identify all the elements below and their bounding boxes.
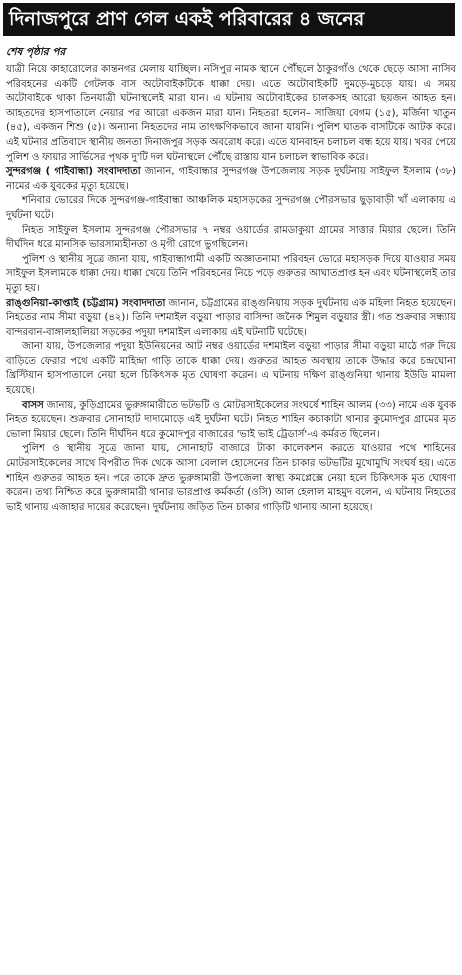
paragraph	[6, 224, 456, 253]
paragraph-text: যাত্রী নিয়ে কাহারোলের কান্তনগর মেলায় যাচ্ছিল। নসিপুর নামক স্থানে পৌঁছলে ঠাকুরগাঁও থেকে ছেড়ে আসা নাসিব পরিবহনের একটি গেটলক বাস অটোবাইকটিকে ধাক্কা দেয়। এতে অটোবাইকটি দুমড়ে-মুচড়ে যায়। এ সময় অটোবাইকে থাকা তিনযাত্রী ঘটনাস্থলেই মারা যান। এ ঘটনায় অটোবাইকের চালকসহ আরো ছয়জন আহত হন। আহতদের হাসপাতালে নেয়ার পর আরো একজন মারা যান। নিহতরা হলেন– সাজিয়া বেগম (১৫), মর্জিনা খাতুন (৪৫), একজন শিশু (৫)। অন্যান্য নিহতদের নাম তাৎক্ষণিকভাবে জানা যায়নি। পুলিশ ঘাতক বাসটিকে আটক করে। এই ঘটনার প্রতিবাদে স্থানীয় জনতা দিনাজপুর সড়ক অবরোধ করে। এতে যানবাহন চলাচল বন্ধ হয়ে যায়। খবর পেয়ে পুলিশ ও ফায়ার সার্ভিসের পৃথক দু'টি দল ঘটনাস্থলে পৌঁছে রাস্তায় যান চলাচল স্বাভাবিক করে।	[6, 64, 456, 163]
paragraph-text: জানা যায়, উপজেলার পদুয়া ইউনিয়নের আট নম্বর ওয়ার্ডের দশমাইল বড়ুয়া পাড়ার সীমা বড়ুয়া মাঠে গরু দিয়ে বাড়িতে ফেরার পথে একটি মাহিন্দ্রা গাড়ি তাকে ধাক্কা দেয়। গুরুতর আহত অবস্থায় তাকে উদ্ধার করে চন্দ্রঘোনা খ্রিস্টিয়ান হাসপাতালে নেয়া হলে চিকিৎসক মৃত ঘোষণা করেন। এ ঘটনায় দক্ষিণ রাঙ্গুনিয়া থানায় ইউডি মামলা হয়েছে।	[6, 341, 456, 397]
paragraph	[6, 399, 456, 443]
paragraph-lead: বাসস	[22, 399, 44, 411]
paragraph	[6, 442, 456, 515]
article-body	[6, 63, 456, 515]
paragraph	[6, 253, 456, 297]
paragraph	[6, 297, 456, 341]
paragraph-text: জানান, গাইবান্ধার সুন্দরগঞ্জ উপজেলায় সড়ক দুর্ঘটনায় সাইফুল ইসলাম (৩৮) নামের এক যুবকের মৃত্যু হয়েছে।	[6, 166, 456, 192]
headline: দিনাজপুরে প্রাণ গেল একই পরিবারের ৪ জনের	[3, 3, 455, 36]
paragraph	[6, 340, 456, 398]
paragraph-text: জানায়, কুড়িগ্রামের ভুরুঙ্গামারীতে ভটভটি ও মোটরসাইকেলের সংঘর্ষে শাহিন আলম (৩৩) নামে এক যুবক নিহত হয়েছেন। শুক্রবার সোনাহাট দাদামোড়ে এই দুর্ঘটনা ঘটে। নিহত শাহিন কচাকাটা থানার কুমোদপুর গ্রামের মৃত ভোলা মিয়ার ছেলে। তিনি দীর্ঘদিন ধরে কুমোদপুর বাজারের 'ভাই ভাই ট্রেডার্স'-এ কর্মরত ছিলেন।	[6, 399, 456, 440]
paragraph	[6, 63, 456, 165]
paragraph-text: নিহত সাইফুল ইসলাম সুন্দরগঞ্জ পৌরসভার ৭ নম্বর ওয়ার্ডের রামডাকুয়া গ্রামের সাত্তার মিয়ার ছেলে। তিনি দীর্ঘদিন ধরে মানসিক ভারসাম্যহীনতা ও মৃগী রোগে ভুগছিলেন।	[6, 224, 456, 251]
paragraph	[6, 165, 456, 194]
paragraph-text: শনিবার ভোরের দিকে সুন্দরগঞ্জ-গাইবান্ধা আঞ্চলিক মহাসড়কের সুন্দরগঞ্জ পৌরসভার ছুড়াবাড়ী খাঁ এলাকায় এ দুর্ঘটনা ঘটে।	[6, 195, 456, 221]
paragraph-text: পুলিশ ও স্থানীয় সূত্রে জানা যায়, সোনাহাট বাজারে টাকা কালেকশন করতে যাওয়ার পথে শাহিনের মোটরসাইকেলের সাথে বিপরীত দিক থেকে আসা বেলাল হোসেনের তিন চাকার ভটভটির মুখোমুখি সংঘর্ষ হয়। এতে শাহিন গুরুতর আহত হন। পরে তাকে দ্রুত ভুরুঙ্গামারী উপজেলা স্বাস্থ্য কমপ্লেক্সে নেয়া হলে চিকিৎসক মৃত ঘোষণা করেন। তথ্য নিশ্চিত করে ভুরুঙ্গামারী থানার ভারপ্রাপ্ত কর্মকর্তা (ওসি) আল হেলাল মাহমুদ বলেন, এ ঘটনায় নিহতের ভাই থানায় এজাহার দায়ের করেছেন। দুর্ঘটনায় জড়িত তিন চাকার গাড়িটি থানায় আনা হয়েছে।	[6, 443, 456, 513]
paragraph-text: জানান, চট্টগ্রামের রাঙ্গুনিয়ায় সড়ক দুর্ঘটনায় এক মহিলা নিহত হয়েছেন। নিহতের নাম সীমা বড়ুয়া (৪২)। তিনি দশমাইল বড়ুয়া পাড়ার বাসিন্দা জনৈক শিমুল বড়ুয়ার স্ত্রী। গত শুক্রবার সন্ধ্যায় বান্দরবান-বাঙ্গালহালিয়া সড়কের পদুয়া দশমাইল এলাকায় এই ঘটনাটি ঘটেছে।	[6, 297, 456, 338]
continued-note: শেষ পৃষ্ঠার পর	[6, 46, 66, 58]
paragraph-text: পুলিশ ও স্থানীয় সূত্রে জানা যায়, গাইবান্ধাগামী একটি অজ্ঞাতনামা পরিবহন ভোরে মহাসড়ক দিয়ে যাওয়ার সময় সাইফুল ইসলামকে ধাক্কা দেয়। ধাক্কা খেয়ে তিনি পরিবহনের নিচে পড়ে গুরুতর আঘাতপ্রাপ্ত হন এবং ঘটনাস্থলেই তার মৃত্যু হয়।	[6, 253, 456, 294]
paragraph-lead: রাঙ্গুনিয়া-কাপ্তাই (চট্টগ্রাম) সংবাদদাতা	[6, 297, 166, 309]
paragraph	[6, 194, 456, 223]
paragraph-lead: সুন্দরগঞ্জ ( গাইবান্ধা) সংবাদদাতা	[6, 166, 141, 178]
